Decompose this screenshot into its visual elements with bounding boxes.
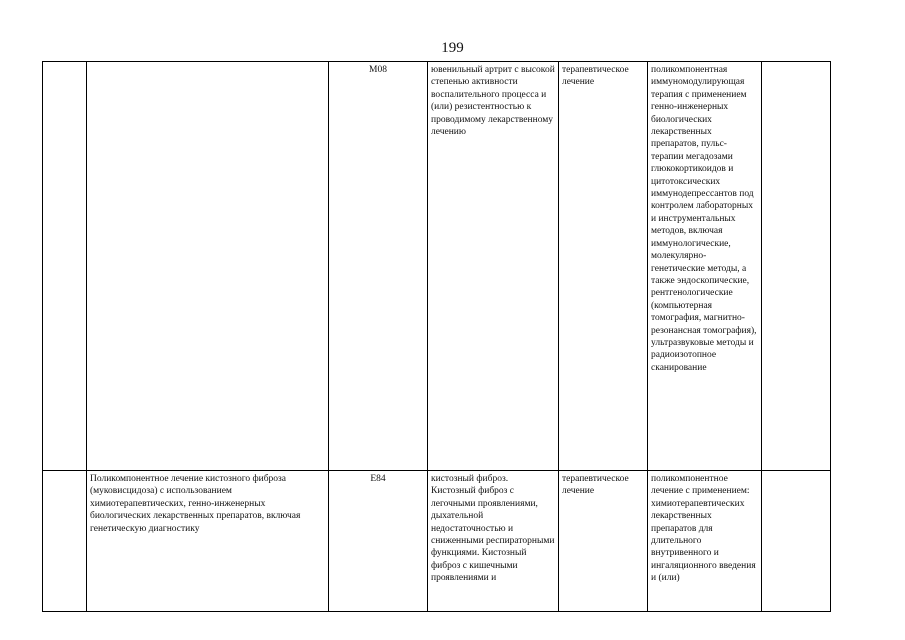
care-type-name: Поликомпонентное лечение кистозного фиброза (муковисцидоза) с использованием химиотерапевтических, генно-инженерных биологических лекарственных препаратов, включая генетическую диагностику bbox=[90, 474, 301, 534]
patient-model-cell bbox=[428, 471, 559, 612]
icd-code-cell bbox=[329, 62, 428, 471]
treatment-method-cell bbox=[648, 62, 762, 471]
patient-model-cell bbox=[428, 62, 559, 471]
patient-model: ювенильный артрит с высокой степенью активности воспалительного процесса и (или) резистентностью к проводимому лекарственному лечению bbox=[431, 65, 555, 138]
medical-care-table bbox=[42, 61, 831, 612]
cost-cell bbox=[762, 62, 831, 471]
patient-model: кистозный фиброз. Кистозный фиброз с легочными проявлениями, дыхательной недостаточностью и сниженными респираторными функциями. Кистозный фиброз с кишечными проявлениями и bbox=[431, 474, 555, 584]
icd-code: E84 bbox=[370, 474, 386, 484]
treatment-type: терапевтическое лечение bbox=[562, 65, 629, 88]
care-type-name-cell bbox=[87, 471, 329, 612]
page-number: 199 bbox=[441, 40, 464, 56]
treatment-type-cell bbox=[559, 471, 648, 612]
treatment-method: поликомпонентное лечение с применением: химиотерапевтических лекарственных препаратов для длительного внутривенного и ингаляционного введения и (или) bbox=[651, 474, 756, 584]
treatment-type: терапевтическое лечение bbox=[562, 474, 629, 497]
care-type-name-cell bbox=[87, 62, 329, 471]
table-row bbox=[43, 62, 831, 471]
row-number-cell bbox=[43, 62, 87, 471]
icd-code: M08 bbox=[369, 65, 387, 75]
table-row bbox=[43, 471, 831, 612]
treatment-method-cell bbox=[648, 471, 762, 612]
treatment-method: поликомпонентная иммуномодулирующая терапия с применением генно-инженерных биологических лекарственных препаратов, пульс-терапии мегадозами глюкокортикоидов и цитотоксических иммунодепрессантов под контролем лабораторных и инструментальных методов, включая иммунологические, молекулярно-генетические методы, а также эндоскопические, рентгенологические (компьютерная томография, магнитно-резонансная томография), ультразвуковые методы и радиоизотопное сканирование bbox=[651, 65, 757, 373]
cost-cell bbox=[762, 471, 831, 612]
row-number-cell bbox=[43, 471, 87, 612]
treatment-type-cell bbox=[559, 62, 648, 471]
icd-code-cell bbox=[329, 471, 428, 612]
